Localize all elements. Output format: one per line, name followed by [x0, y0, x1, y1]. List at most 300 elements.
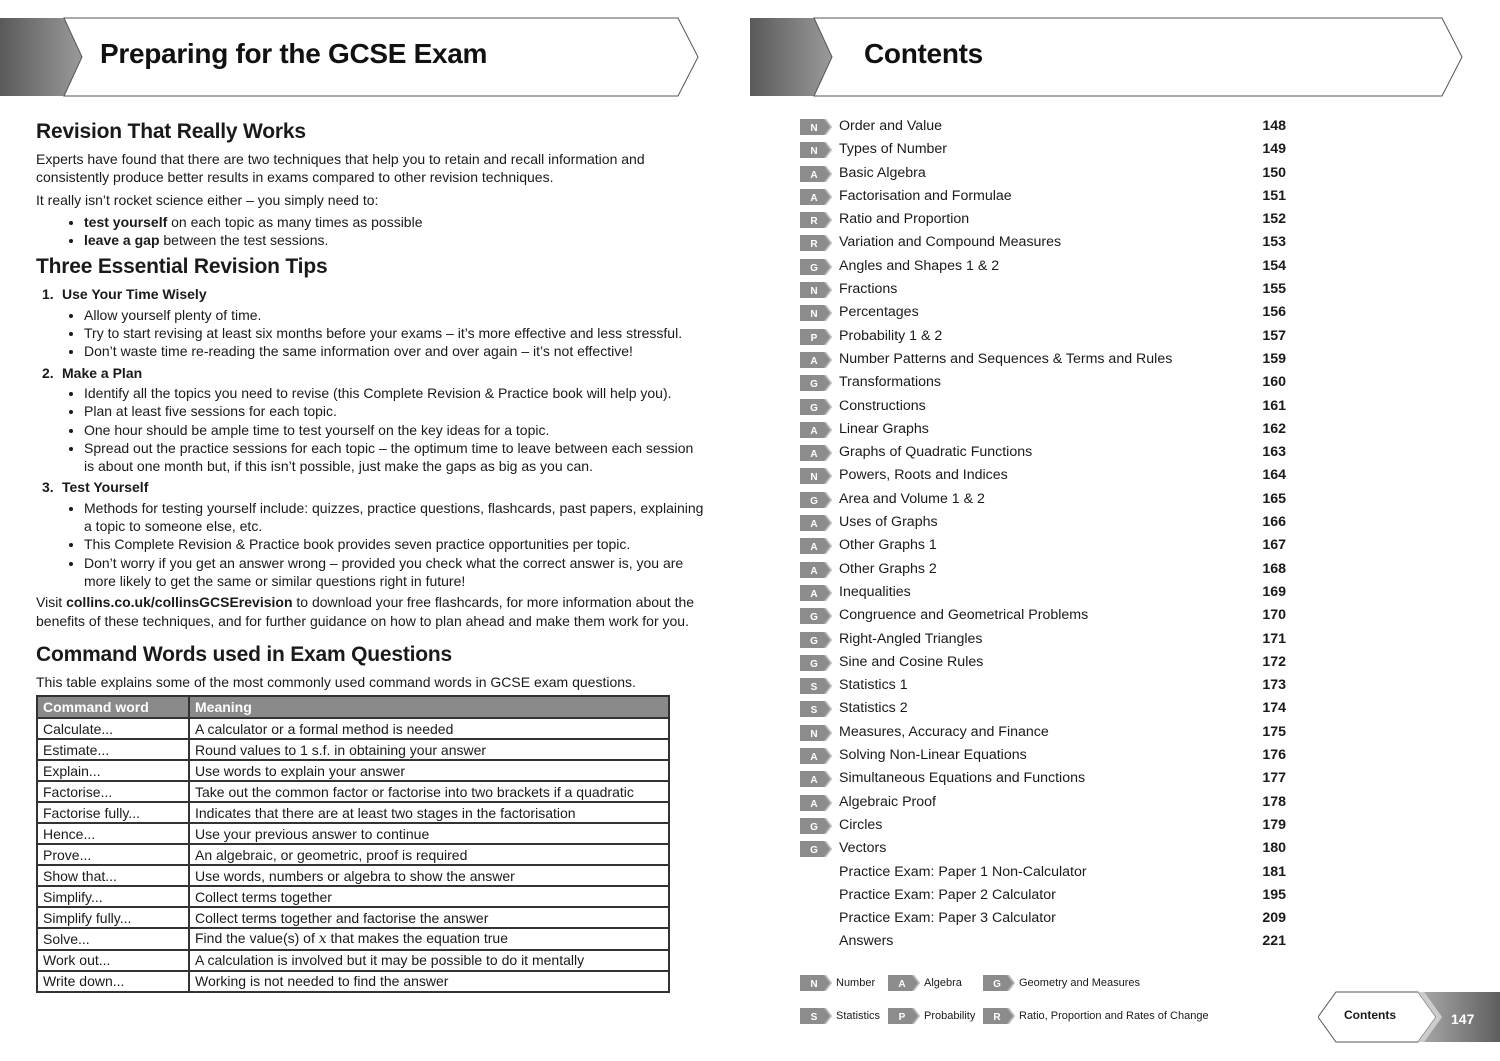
command-word-cell: Estimate... [37, 739, 189, 760]
contents-entry-title: Statistics 2 [839, 700, 908, 717]
category-badge-icon [800, 399, 832, 415]
section-heading: Command Words used in Exam Questions [36, 642, 452, 666]
command-words-table [36, 695, 670, 993]
bullet-list [36, 306, 704, 361]
table-row [37, 886, 669, 907]
contents-entry[interactable] [800, 420, 1290, 443]
paragraph: Experts have found that there are two techniques that help you to retain and recall information and consistently produce better results in exams compared to other revision techniques. [36, 151, 645, 186]
badge [800, 142, 832, 158]
contents-entry-title: Fractions [839, 281, 898, 298]
contents-entry[interactable] [800, 373, 1290, 396]
badge [800, 235, 832, 251]
contents-entry-page: 153 [1262, 234, 1286, 251]
meaning-cell: Indicates that there are at least two stages in the factorisation [189, 802, 669, 823]
category-badge-icon [800, 515, 832, 531]
meaning-cell: An algebraic, or geometric, proof is required [189, 844, 669, 865]
contents-entry-page: 161 [1262, 397, 1286, 414]
svg-text:G: G [810, 402, 818, 414]
table-row [37, 907, 669, 928]
contents-entry-page: 151 [1262, 187, 1286, 204]
category-badge-icon [800, 422, 832, 438]
badge [800, 841, 832, 857]
badge [800, 818, 832, 834]
contents-entry[interactable] [800, 699, 1290, 722]
contents-entry-page: 221 [1262, 933, 1286, 950]
category-badge-icon [800, 235, 832, 251]
badge [800, 538, 832, 554]
badge [800, 212, 832, 228]
command-word-cell: Simplify... [37, 886, 189, 907]
category-badge-icon [800, 771, 832, 787]
svg-text:P: P [898, 1012, 906, 1023]
contents-entry-page: 165 [1262, 490, 1286, 507]
contents-entry-page: 171 [1262, 630, 1286, 647]
badge [800, 468, 832, 484]
contents-entry[interactable] [800, 187, 1290, 210]
table-row [37, 971, 669, 992]
contents-entry[interactable] [800, 863, 1290, 886]
contents-entry-title: Right-Angled Triangles [839, 630, 983, 647]
table-row [37, 739, 669, 760]
svg-text:P: P [810, 332, 818, 344]
badge [800, 585, 832, 601]
list-item: • This Complete Revision & Practice book provides seven practice opportunities per topic. [84, 535, 704, 553]
page-number: 147 [1451, 1011, 1475, 1027]
list-item: • Try to start revising at least six months before your exams – it’s more effective and less stressful. [84, 324, 704, 342]
svg-text:G: G [810, 821, 818, 833]
tip-heading: 2. Make a Plan [42, 364, 143, 381]
contents-entry[interactable] [800, 793, 1290, 816]
contents-entry-page: 174 [1262, 700, 1286, 717]
contents-entry[interactable] [800, 676, 1290, 699]
list-item: • Spread out the practice sessions for each topic – the optimum time to leave between each session is about one month but, if this isn’t possible, just make the gaps as big as you can. [84, 439, 704, 476]
command-word-cell: Show that... [37, 865, 189, 886]
legend-label: Ratio, Proportion and Rates of Change [1019, 1010, 1209, 1022]
category-badge-icon [800, 1008, 832, 1024]
list-item: • test yourself on each topic as many times as possible [84, 213, 704, 231]
category-badge-icon [800, 468, 832, 484]
contents-entry[interactable] [800, 443, 1290, 466]
contents-entry[interactable] [800, 164, 1290, 187]
svg-text:G: G [810, 612, 818, 624]
contents-entry[interactable] [800, 723, 1290, 746]
list-item: • One hour should be ample time to test yourself on the key ideas for a topic. [84, 421, 704, 439]
contents-entry[interactable] [800, 397, 1290, 420]
bullet-list [36, 384, 704, 475]
svg-text:N: N [810, 728, 818, 740]
svg-text:A: A [810, 192, 818, 204]
category-badge-icon [800, 189, 832, 205]
contents-entry-page: 167 [1262, 537, 1286, 554]
badge [800, 632, 832, 648]
meaning-cell: Use your previous answer to continue [189, 823, 669, 844]
contents-entry-page: 209 [1262, 910, 1286, 927]
collins-link[interactable]: collins.co.uk/collinsGCSErevision [66, 594, 293, 611]
contents-entry-page: 148 [1262, 118, 1286, 134]
contents-entry[interactable] [800, 513, 1290, 536]
contents-entry-title: Algebraic Proof [839, 793, 936, 810]
list-item: • Plan at least five sessions for each topic. [84, 402, 704, 420]
command-word-cell: Work out... [37, 950, 189, 971]
table-row [37, 802, 669, 823]
contents-entry-title: Practice Exam: Paper 3 Calculator [839, 910, 1056, 927]
svg-text:S: S [810, 705, 818, 717]
contents-entry-title: Types of Number [839, 141, 948, 158]
contents-entry-page: 175 [1262, 723, 1286, 740]
category-badge-icon [800, 119, 832, 135]
contents-entry-title: Solving Non-Linear Equations [839, 747, 1027, 764]
svg-text:A: A [810, 355, 818, 367]
contents-entry-title: Practice Exam: Paper 1 Non-Calculator [839, 863, 1087, 880]
contents-entry-page: 178 [1262, 793, 1286, 810]
category-badge-icon [800, 701, 832, 717]
list-item: • Allow yourself plenty of time. [84, 306, 704, 324]
contents-entry-page: 181 [1262, 863, 1286, 880]
badge [800, 282, 832, 298]
visit-paragraph: Visit collins.co.uk/collinsGCSErevision to download your free flashcards, for more information about the benefits of these techniques, and for further guidance on how to plan ahead and make them work for you. [36, 594, 695, 629]
svg-text:G: G [810, 379, 818, 391]
badge [800, 771, 832, 787]
contents-entry-page: 149 [1262, 141, 1286, 158]
meaning-cell: Use words, numbers or algebra to show the answer [189, 865, 669, 886]
command-word-cell: Factorise... [37, 781, 189, 802]
category-badge-icon [800, 655, 832, 671]
category-badge-icon [983, 1008, 1015, 1024]
badge [800, 189, 832, 205]
category-badge-icon [800, 632, 832, 648]
contents-entry[interactable] [800, 350, 1290, 373]
svg-text:G: G [810, 495, 818, 507]
svg-text:G: G [993, 979, 1001, 990]
contents-entry-title: Area and Volume 1 & 2 [839, 490, 985, 507]
contents-entry-page: 168 [1262, 560, 1286, 577]
contents-entry[interactable] [800, 839, 1290, 862]
contents-entry-title: Uses of Graphs [839, 514, 938, 531]
contents-entry-page: 169 [1262, 583, 1286, 600]
category-badge-icon [800, 212, 832, 228]
svg-text:A: A [810, 425, 818, 437]
badge [800, 748, 832, 764]
list-item: • Identify all the topics you need to revise (this Complete Revision & Practice book will help you). [84, 384, 704, 402]
category-badge-icon [800, 725, 832, 741]
contents-entry-title: Order and Value [839, 118, 943, 134]
list-item: • leave a gap between the test sessions. [84, 231, 704, 249]
legend-label: Geometry and Measures [1019, 977, 1141, 989]
contents-entry-page: 159 [1262, 350, 1286, 367]
badge [800, 352, 832, 368]
svg-text:S: S [810, 1012, 818, 1023]
contents-entry[interactable] [800, 117, 1290, 140]
contents-entry[interactable] [800, 257, 1290, 280]
svg-text:A: A [810, 798, 818, 810]
contents-entry-title: Sine and Cosine Rules [839, 653, 984, 670]
meaning-cell: Working is not needed to find the answer [189, 971, 669, 992]
category-badge-icon [800, 352, 832, 368]
category-badge-icon [800, 608, 832, 624]
contents-entry-title: Angles and Shapes 1 & 2 [839, 257, 1000, 274]
svg-text:A: A [810, 449, 818, 461]
contents-entry-page: 180 [1262, 840, 1286, 857]
category-badge-icon [800, 818, 832, 834]
command-word-cell: Hence... [37, 823, 189, 844]
footer-label: Contents [1344, 1008, 1396, 1022]
table-body [37, 718, 669, 991]
contents-entry-page: 157 [1262, 327, 1286, 344]
paragraph: This table explains some of the most commonly used command words in GCSE exam questions. [36, 673, 636, 690]
list-item: • Methods for testing yourself include: quizzes, practice questions, flashcards, past papers, explaining a topic to someone else, etc. [84, 499, 704, 536]
table-row [37, 760, 669, 781]
contents-entry-title: Other Graphs 1 [839, 537, 937, 554]
contents-entry[interactable] [800, 303, 1290, 326]
contents-entry-page: 154 [1262, 257, 1286, 274]
contents-entry[interactable] [800, 769, 1290, 792]
svg-text:G: G [810, 845, 818, 857]
contents-entry-title: Inequalities [839, 583, 911, 600]
badge [800, 608, 832, 624]
contents-entry-title: Graphs of Quadratic Functions [839, 444, 1033, 461]
meaning-cell: Round values to 1 s.f. in obtaining your answer [189, 739, 669, 760]
table-row [37, 950, 669, 971]
contents-entry-title: Basic Algebra [839, 164, 926, 181]
bullet-list [36, 213, 704, 250]
contents-entry[interactable] [800, 653, 1290, 676]
contents-entry[interactable] [800, 536, 1290, 559]
category-badge-icon [800, 492, 832, 508]
category-badge-icon [800, 166, 832, 182]
contents-entry-title: Practice Exam: Paper 2 Calculator [839, 886, 1056, 903]
contents-entry-title: Powers, Roots and Indices [839, 467, 1008, 484]
category-badge-icon [800, 259, 832, 275]
contents-entry[interactable] [800, 560, 1290, 583]
section-heading: Revision That Really Works [36, 120, 306, 143]
command-word-cell: Write down... [37, 971, 189, 992]
contents-entry-page: 156 [1262, 304, 1286, 321]
contents-entry[interactable] [800, 327, 1290, 350]
svg-text:N: N [810, 286, 818, 298]
svg-text:A: A [810, 565, 818, 577]
svg-text:R: R [993, 1012, 1001, 1023]
section-heading: Three Essential Revision Tips [36, 255, 328, 279]
badge [800, 562, 832, 578]
category-badge-icon [800, 142, 832, 158]
svg-text:N: N [810, 123, 818, 134]
badge [800, 422, 832, 438]
meaning-cell: Collect terms together [189, 886, 669, 907]
meaning-cell: Take out the common factor or factorise into two brackets if a quadratic [189, 781, 669, 802]
badge [800, 166, 832, 182]
contents-entry[interactable] [800, 583, 1290, 606]
category-badge-icon [800, 375, 832, 391]
contents-entry[interactable] [800, 909, 1290, 932]
contents-title: Contents [864, 38, 983, 69]
badge [800, 492, 832, 508]
badge [800, 399, 832, 415]
contents-entry[interactable] [800, 606, 1290, 629]
column-header: Command word [37, 696, 189, 718]
contents-entry-title: Factorisation and Formulae [839, 187, 1012, 204]
table-row [37, 844, 669, 865]
contents-entry-page: 150 [1262, 164, 1286, 181]
contents-entry-page: 162 [1262, 420, 1286, 437]
contents-entry-page: 163 [1262, 444, 1286, 461]
contents-entry-page: 173 [1262, 677, 1286, 694]
badge [800, 655, 832, 671]
contents-entry-page: 160 [1262, 374, 1286, 391]
contents-entry[interactable] [800, 932, 1290, 955]
list-item: • Don’t worry if you get an answer wrong – provided you check what the correct answer is, you are more likely to get the same or similar questions right in future! [84, 554, 704, 591]
contents-entry-page: 195 [1262, 886, 1286, 903]
contents-entry-page: 172 [1262, 653, 1286, 670]
contents-entry[interactable] [800, 490, 1290, 513]
contents-entry-page: 176 [1262, 747, 1286, 764]
contents-entry[interactable] [800, 210, 1290, 233]
badge [800, 375, 832, 391]
legend-label: Statistics [836, 1010, 881, 1022]
legend-label: Probability [924, 1010, 976, 1022]
left-page-content [36, 114, 704, 993]
contents-entry-page: 179 [1262, 816, 1286, 833]
category-badge-icon [983, 975, 1015, 991]
badge [800, 119, 832, 135]
svg-text:G: G [810, 262, 818, 274]
svg-text:A: A [810, 775, 818, 787]
contents-entry-page: 166 [1262, 514, 1286, 531]
contents-entry[interactable] [800, 466, 1290, 489]
contents-entry-title: Probability 1 & 2 [839, 327, 943, 344]
meaning-cell: Find the value(s) of x that makes the equation true [189, 928, 669, 949]
contents-entry-title: Ratio and Proportion [839, 211, 970, 228]
contents-entry-title: Number Patterns and Sequences & Terms and Rules [839, 350, 1173, 367]
contents-entry[interactable] [800, 140, 1290, 163]
contents-entry[interactable] [800, 816, 1290, 839]
legend-label: Number [836, 977, 876, 989]
page-title: Preparing for the GCSE Exam [100, 38, 488, 69]
svg-text:A: A [810, 752, 818, 764]
category-badge-icon [800, 538, 832, 554]
badge [800, 795, 832, 811]
paragraph: It really isn’t rocket science either – you simply need to: [36, 191, 379, 208]
badge [800, 515, 832, 531]
badge [800, 678, 832, 694]
badge [800, 305, 832, 321]
contents-entry-title: Circles [839, 816, 883, 833]
contents-entry[interactable] [800, 280, 1290, 303]
contents-entry-title: Percentages [839, 304, 919, 321]
svg-text:R: R [810, 216, 818, 228]
category-badge-icon [800, 305, 832, 321]
contents-entry[interactable] [800, 630, 1290, 653]
svg-text:N: N [810, 146, 818, 158]
category-badge-icon [800, 329, 832, 345]
contents-entry-title: Answers [839, 933, 894, 950]
category-badge-icon [800, 841, 832, 857]
command-word-cell: Simplify fully... [37, 907, 189, 928]
contents-entry-title: Transformations [839, 374, 941, 391]
contents-entry[interactable] [800, 233, 1290, 256]
contents-list [800, 117, 1290, 956]
column-header: Meaning [189, 696, 669, 718]
category-badge-icon [888, 975, 920, 991]
contents-entry[interactable] [800, 746, 1290, 769]
contents-entry-title: Simultaneous Equations and Functions [839, 770, 1086, 787]
command-word-cell: Factorise fully... [37, 802, 189, 823]
svg-text:A: A [898, 979, 906, 990]
svg-text:A: A [810, 542, 818, 554]
svg-text:A: A [810, 519, 818, 531]
bullet-list [36, 499, 704, 590]
table-header-row [37, 696, 669, 718]
right-banner [750, 18, 1462, 96]
category-badge-icon [800, 585, 832, 601]
category-badge-icon [800, 975, 832, 991]
category-badge-icon [800, 795, 832, 811]
table-row [37, 781, 669, 802]
tip-heading: 1. Use Your Time Wisely [42, 286, 207, 303]
svg-text:G: G [810, 635, 818, 647]
svg-text:A: A [810, 169, 818, 181]
contents-entry-title: Congruence and Geometrical Problems [839, 607, 1089, 624]
category-badge-icon [800, 282, 832, 298]
contents-entry-page: 155 [1262, 281, 1286, 298]
badge [800, 725, 832, 741]
svg-text:N: N [810, 979, 818, 990]
command-word-cell: Explain... [37, 760, 189, 781]
badge [800, 329, 832, 345]
command-word-cell: Prove... [37, 844, 189, 865]
contents-entry-page: 152 [1262, 211, 1286, 228]
category-badge-icon [800, 562, 832, 578]
contents-entry-page: 164 [1262, 467, 1286, 484]
contents-entry[interactable] [800, 886, 1290, 909]
table-row [37, 823, 669, 844]
meaning-cell: A calculation is involved but it may be possible to do it mentally [189, 950, 669, 971]
contents-entry-title: Constructions [839, 397, 926, 414]
command-word-cell: Calculate... [37, 718, 189, 739]
meaning-cell: A calculator or a formal method is needed [189, 718, 669, 739]
category-badge-icon [800, 748, 832, 764]
legend-label: Algebra [924, 977, 962, 989]
contents-entry-page: 170 [1262, 607, 1286, 624]
contents-entry-title: Measures, Accuracy and Finance [839, 723, 1049, 740]
command-word-cell: Solve... [37, 928, 189, 949]
badge [800, 445, 832, 461]
contents-entry-title: Variation and Compound Measures [839, 234, 1062, 251]
category-badge-icon [888, 1008, 920, 1024]
contents-entry-title: Statistics 1 [839, 677, 908, 694]
table-row [37, 865, 669, 886]
meaning-cell: Use words to explain your answer [189, 760, 669, 781]
badge [800, 701, 832, 717]
table-row [37, 928, 669, 949]
svg-text:S: S [810, 682, 818, 694]
category-badge-icon [800, 445, 832, 461]
badge [800, 259, 832, 275]
contents-entry-title: Linear Graphs [839, 420, 929, 437]
svg-text:A: A [810, 588, 818, 600]
meaning-cell: Collect terms together and factorise the answer [189, 907, 669, 928]
svg-text:R: R [810, 239, 818, 251]
tip-heading: 3. Test Yourself [42, 479, 149, 496]
contents-entry-title: Other Graphs 2 [839, 560, 937, 577]
contents-entry-page: 177 [1262, 770, 1286, 787]
table-row [37, 718, 669, 739]
svg-text:G: G [810, 658, 818, 670]
svg-text:N: N [810, 472, 818, 484]
category-badge-icon [800, 678, 832, 694]
svg-text:N: N [810, 309, 818, 321]
contents-entry-title: Vectors [839, 840, 887, 857]
list-item: • Don’t waste time re-reading the same information over and over again – it’s not effective! [84, 342, 704, 360]
